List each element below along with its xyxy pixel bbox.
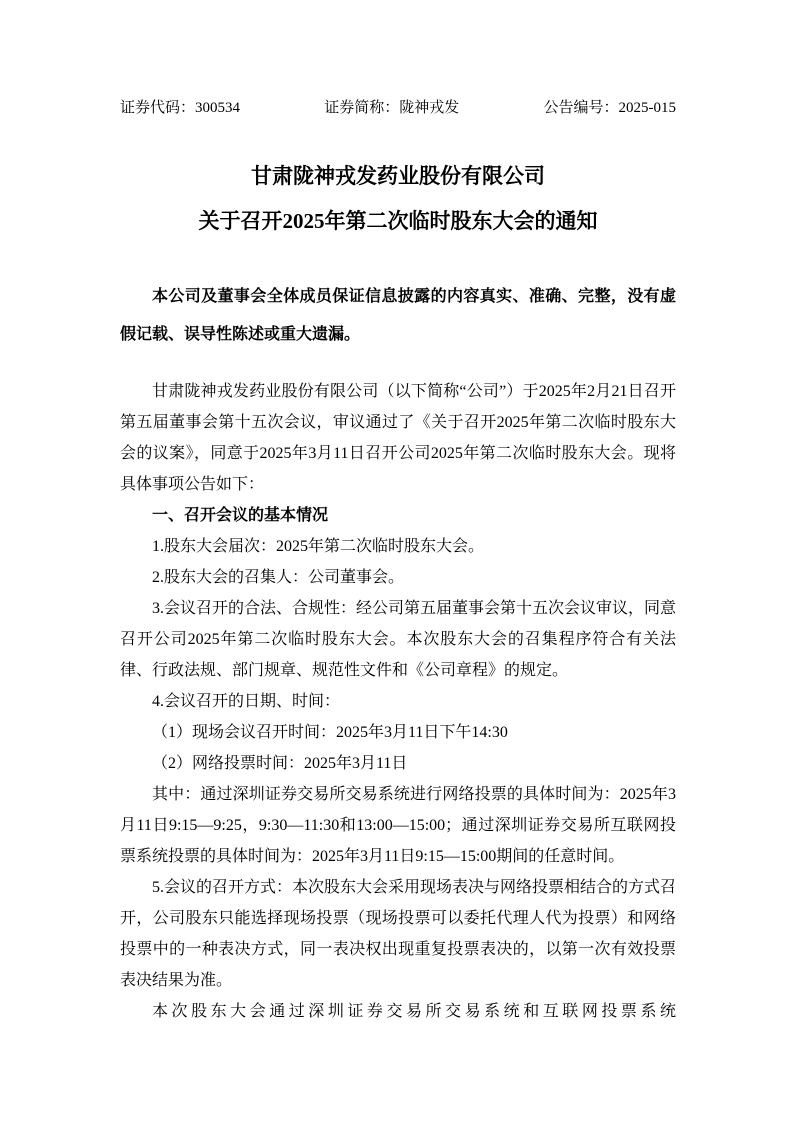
list-item-5: 5.会议的召开方式：本次股东大会采用现场表决与网络投票相结合的方式召开，公司股东只能选择现场投票（现场投票可以委托代理人代为投票）和网络投票中的一种表决方式，同一表决权出现重复投票表决的，以第一次有效投票表决结果为准。 (120, 879, 677, 989)
disclaimer-statement: 本公司及董事会全体成员保证信息披露的内容真实、准确、完整，没有虚假记载、误导性陈述或重大遗漏。 (120, 288, 676, 343)
list-item-4: 4.会议召开的日期、时间： (152, 693, 341, 710)
section-1-heading: 一、召开会议的基本情况 (152, 507, 329, 524)
stock-code: 证券代码：300534 (120, 100, 241, 116)
company-name-title: 甘肃陇神戎发药业股份有限公司 (251, 164, 545, 188)
stock-abbr: 证券简称：陇神戎发 (324, 100, 460, 116)
list-item-2: 2.股东大会的召集人：公司董事会。 (152, 569, 405, 586)
announcement-number: 公告编号：2025-015 (543, 100, 676, 116)
notice-title: 关于召开2025年第二次临时股东大会的通知 (198, 209, 598, 233)
document-header (120, 98, 676, 118)
list-item-4-sub-2: （2）网络投票时间：2025年3月11日 (152, 755, 408, 772)
document-body (120, 376, 676, 1027)
list-item-4-sub-1: （1）现场会议召开时间：2025年3月11日下午14:30 (152, 724, 508, 741)
continuation-line: 本次股东大会通过深圳证券交易所交易系统和互联网投票系统 (152, 1003, 676, 1020)
list-item-1: 1.股东大会届次：2025年第二次临时股东大会。 (152, 538, 485, 555)
list-item-3: 3.会议召开的合法、合规性：经公司第五届董事会第十五次会议审议，同意召开公司2025年第二次临时股东大会。本次股东大会的召集程序符合有关法律、行政法规、部门规章、规范性文件和《公司章程》的规定。 (120, 600, 677, 679)
list-item-4-note: 其中：通过深圳证券交易所交易系统进行网络投票的具体时间为：2025年3月11日9:15—9:25，9:30—11:30和13:00—15:00；通过深圳证券交易所互联网投票系统投票的具体时间为：2025年3月11日9:15—15:00期间的任意时间。 (120, 786, 676, 865)
intro-paragraph: 甘肃陇神戎发药业股份有限公司（以下简称“公司”）于2025年2月21日召开第五届董事会第十五次会议，审议通过了《关于召开2025年第二次临时股东大会的议案》，同意于2025年3月11日召开公司2025年第二次临时股东大会。现将具体事项公告如下： (120, 383, 676, 493)
